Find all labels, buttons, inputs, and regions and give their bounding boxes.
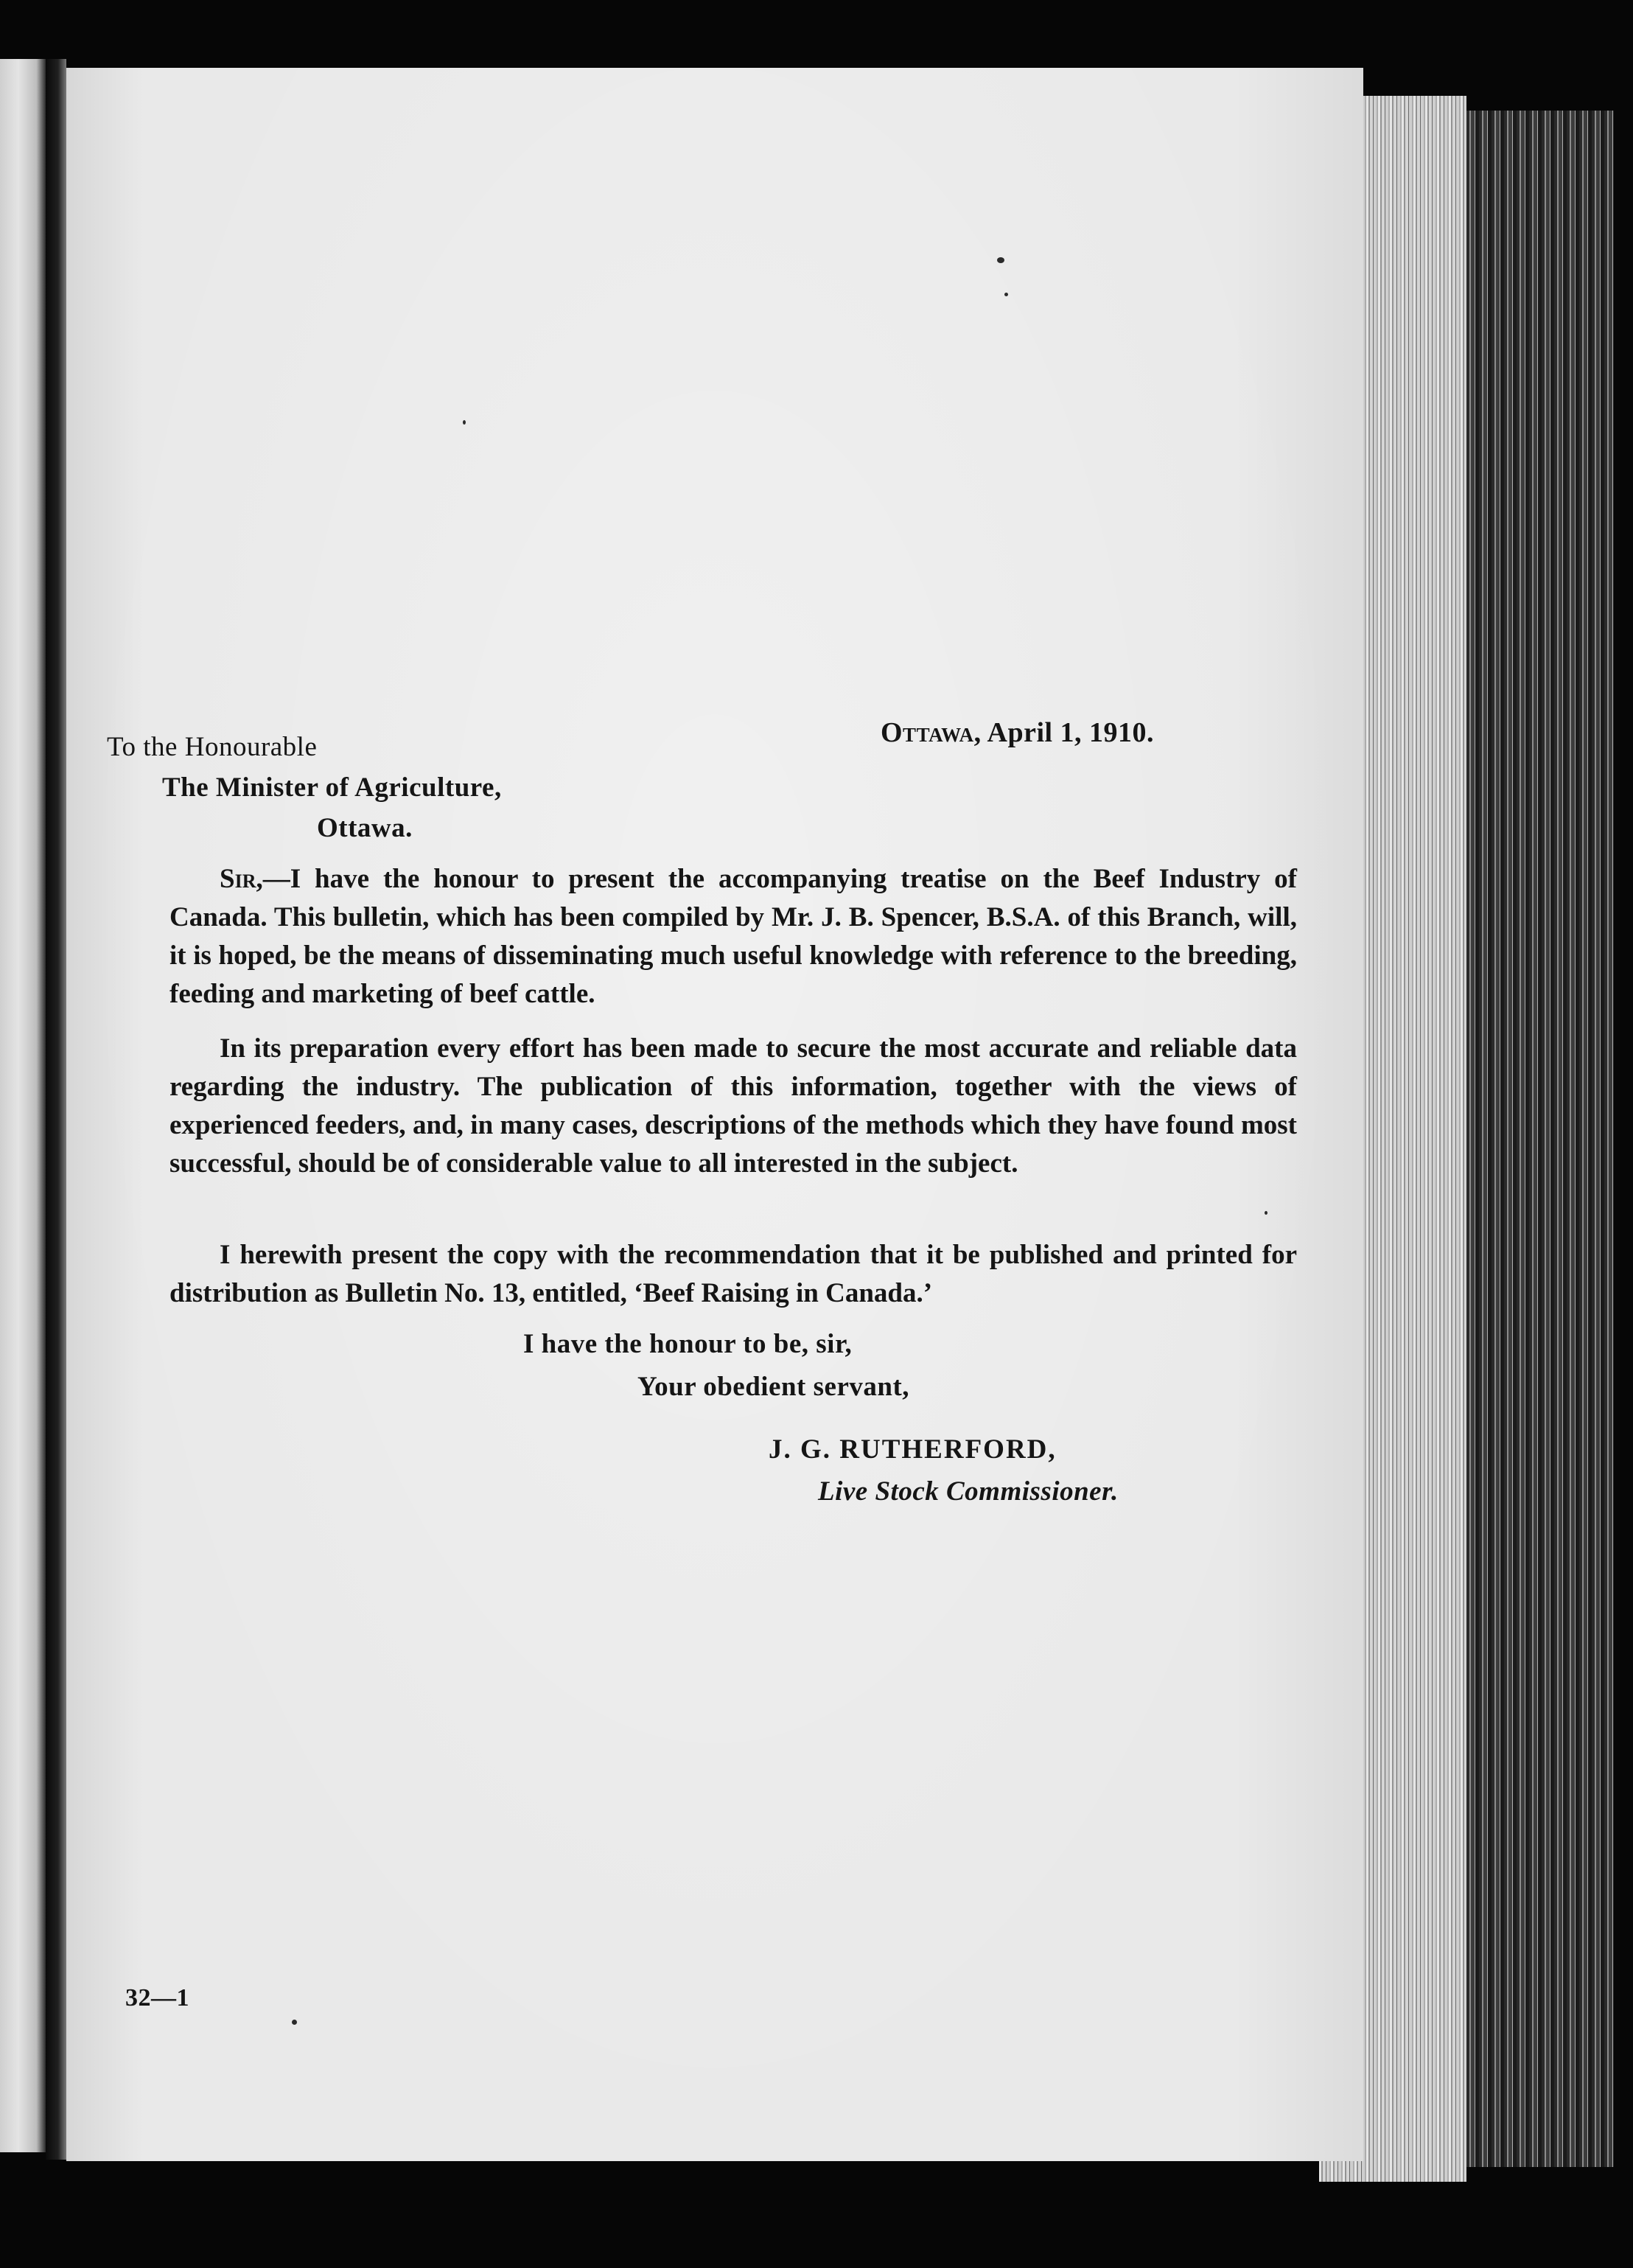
book-cover-edge — [1466, 111, 1614, 2167]
binding-gutter — [46, 59, 66, 2160]
letter-paragraph-1 — [169, 860, 1297, 1013]
closing-line-2: Your obedient servant, — [637, 1372, 910, 1402]
book-page — [66, 68, 1363, 2161]
letter-paragraph-3: I herewith present the copy with the recommendation that it be published and printed for distribution as Bulletin No. 13, entitled, ‘Beef Raising in Canada.’ — [169, 1240, 1297, 1308]
left-page-edge — [0, 59, 46, 2152]
address-line-2: The Minister of Agriculture, — [162, 772, 502, 803]
scan-speck — [463, 420, 466, 425]
scan-speck — [1265, 1211, 1267, 1215]
closing-line-1: I have the honour to be, sir, — [523, 1329, 853, 1359]
paragraph-1-text: —I have the honour to present the accompanying treatise on the Beef Industry of Canada. This bulletin, which has been compiled by Mr. J. B. Spencer, B.S.A. of this Branch, will, it is hoped, be the means of disseminating much useful knowledge with reference to the breeding, feeding and marketing of beef cattle. — [169, 864, 1297, 1009]
salutation: Sir, — [220, 864, 263, 894]
dateline — [881, 716, 1154, 749]
dateline-place: Ottawa, — [881, 717, 982, 748]
scan-speck — [997, 257, 1004, 263]
scan-speck — [292, 2020, 297, 2025]
signature-mark: 32—1 — [125, 1984, 189, 2011]
address-line-3: Ottawa. — [317, 813, 413, 843]
scan-speck — [1004, 293, 1008, 296]
dateline-date: April 1, 1910. — [987, 717, 1155, 748]
signature-name: J. G. RUTHERFORD, — [769, 1434, 1057, 1465]
signature-title: Live Stock Commissioner. — [818, 1476, 1119, 1507]
letter-paragraph-2: In its preparation every effort has been made to secure the most accurate and reliable data regarding the industry. The publication of this information, together with the views of experienced feeders, and, in many cases, descriptions of the methods which they have found most successful, should be of considerable value to all interested in the subject. — [169, 1033, 1297, 1179]
address-line-1: To the Honourable — [107, 732, 318, 762]
